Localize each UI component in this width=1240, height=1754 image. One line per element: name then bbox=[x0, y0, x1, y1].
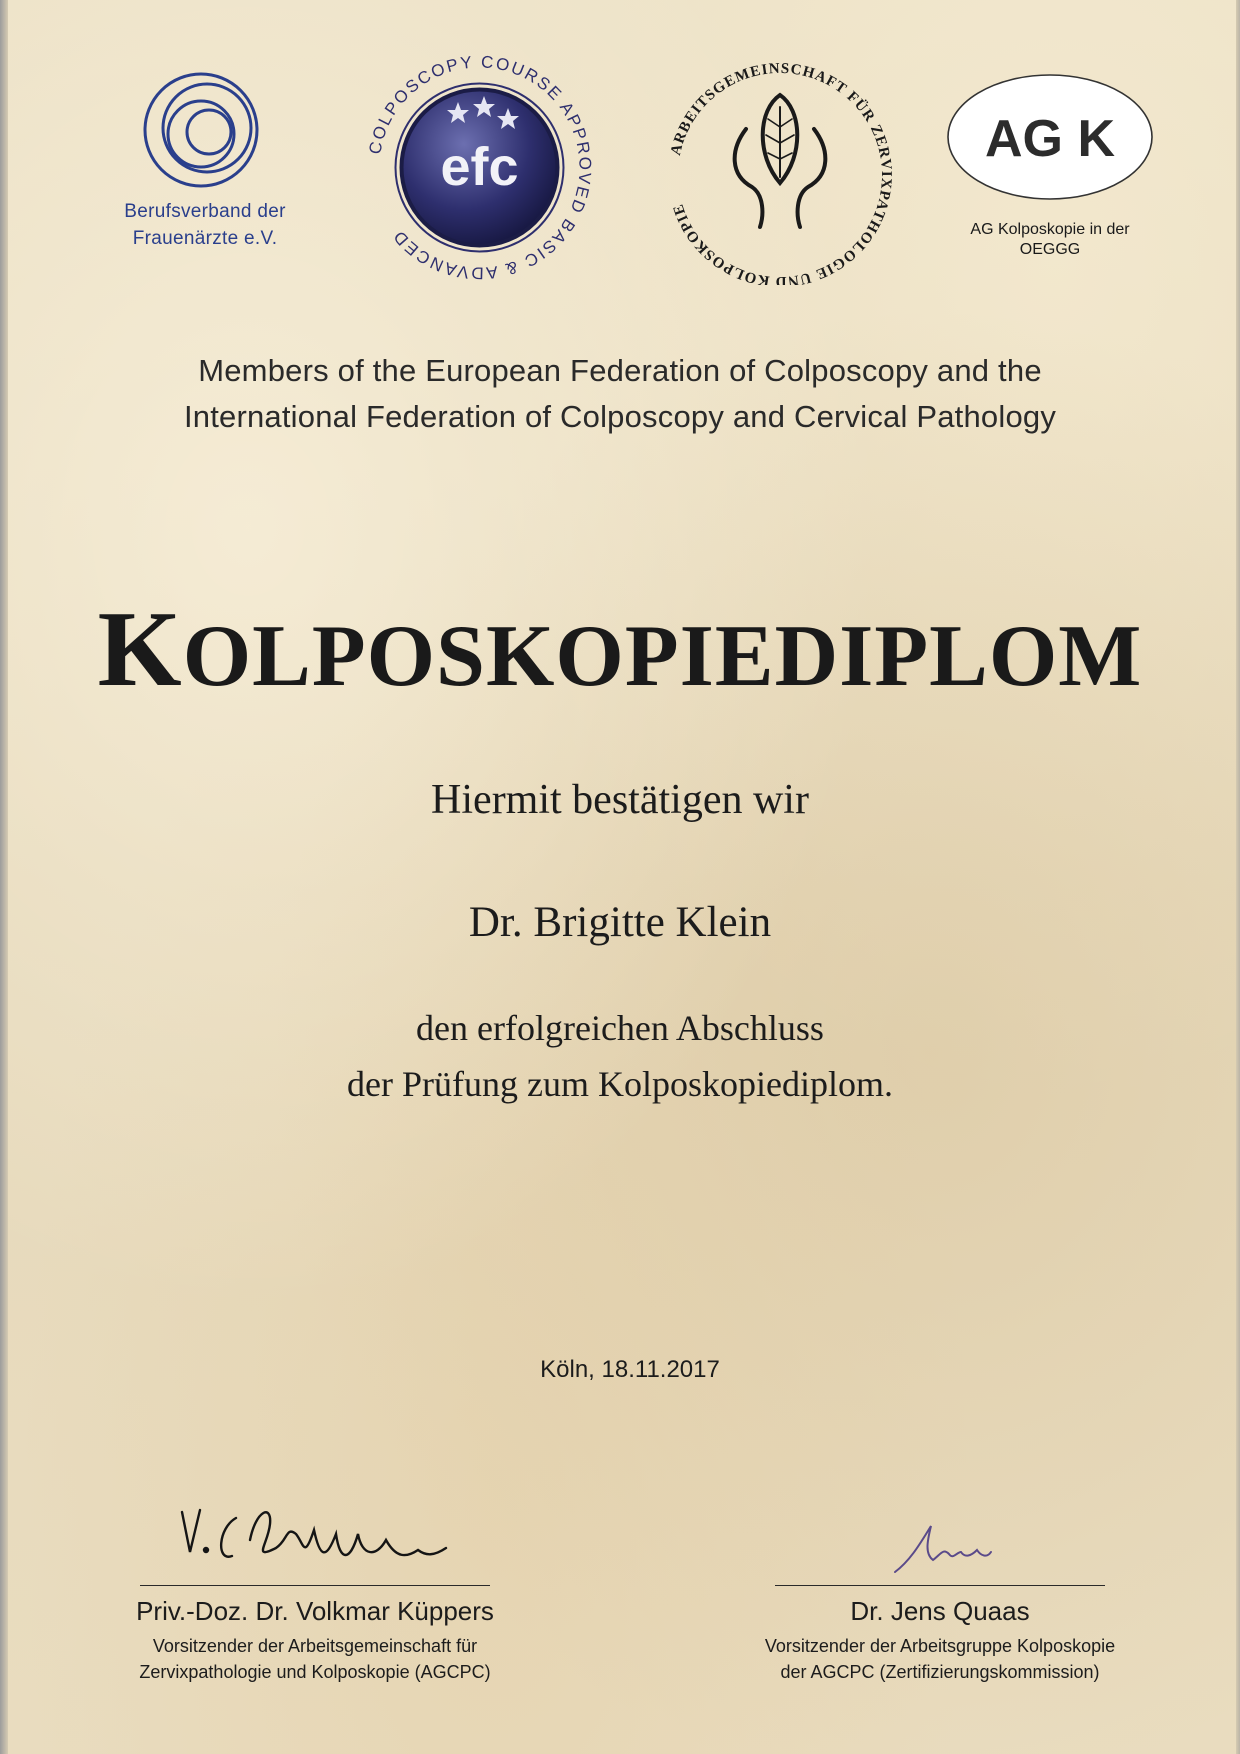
paper-edge-left bbox=[0, 0, 8, 1754]
signatory-role bbox=[100, 1633, 530, 1685]
uterus-leaf-icon bbox=[735, 95, 826, 227]
signatory-role-line-1: Vorsitzender der Arbeitsgemeinschaft für bbox=[152, 1636, 478, 1656]
agk-logo bbox=[945, 72, 1155, 260]
bvf-logo bbox=[95, 72, 315, 252]
agcpc-logo bbox=[660, 55, 900, 285]
completion-line-1: den erfolgreichen Abschluss bbox=[416, 1008, 824, 1048]
signature-kueppers bbox=[100, 1500, 530, 1580]
signatory-role-line-2: der AGCPC (Zertifizierungskommission) bbox=[780, 1662, 1100, 1682]
efc-seal-logo bbox=[362, 50, 597, 285]
place-date: Köln, 18.11.2017 bbox=[540, 1356, 720, 1383]
signatory-name: Priv.-Doz. Dr. Volkmar Küppers bbox=[136, 1596, 494, 1626]
signature-block-right bbox=[735, 1520, 1145, 1685]
confirmation-text: Hiermit bestätigen wir bbox=[431, 777, 809, 823]
signatory-role bbox=[735, 1633, 1145, 1685]
recipient-name: Dr. Brigitte Klein bbox=[468, 899, 772, 946]
members-line-2: International Federation of Colposcopy and Cervical Pathology bbox=[183, 399, 1057, 434]
signatory-role-line-1: Vorsitzender der Arbeitsgruppe Kolposkopie bbox=[764, 1636, 1116, 1656]
signatory-role-line-2: Zervixpathologie und Kolposkopie (AGCPC) bbox=[139, 1662, 491, 1682]
agcpc-ring-text: ARBEITSGEMEINSCHAFT FÜR ZERVIXPATHOLOGIE UND KOLPOSKOPIE bbox=[667, 60, 895, 285]
bvf-spiral-icon bbox=[95, 72, 315, 192]
signature-quaas bbox=[735, 1520, 1145, 1580]
signature-line-right bbox=[775, 1585, 1105, 1586]
efc-ring-text: COLPOSCOPY COURSE APPROVED BASIC & ADVANCED bbox=[365, 52, 595, 283]
agk-badge-text: AG K bbox=[985, 110, 1115, 168]
efc-center-text: efc bbox=[440, 137, 519, 197]
signature-block-left bbox=[100, 1500, 530, 1685]
federation-membership bbox=[60, 348, 1180, 440]
completion-line-2: der Prüfung zum Kolposkopiediplom. bbox=[347, 1064, 893, 1104]
title-rest: OLPOSKOPIEDIPLOM bbox=[182, 608, 1143, 705]
signatory-name: Dr. Jens Quaas bbox=[850, 1596, 1030, 1626]
agk-name: AG Kolposkopie in der OEGGG bbox=[970, 221, 1130, 258]
bvf-name: Berufsverband der Frauenärzte e.V. bbox=[124, 201, 286, 249]
signature-line-left bbox=[140, 1585, 490, 1586]
diploma-title bbox=[40, 590, 1200, 709]
title-initial: K bbox=[97, 590, 183, 709]
members-line-1: Members of the European Federation of Colposcopy and the bbox=[198, 353, 1042, 388]
completion-text bbox=[100, 1000, 1140, 1112]
paper-edge-right bbox=[1236, 0, 1240, 1754]
